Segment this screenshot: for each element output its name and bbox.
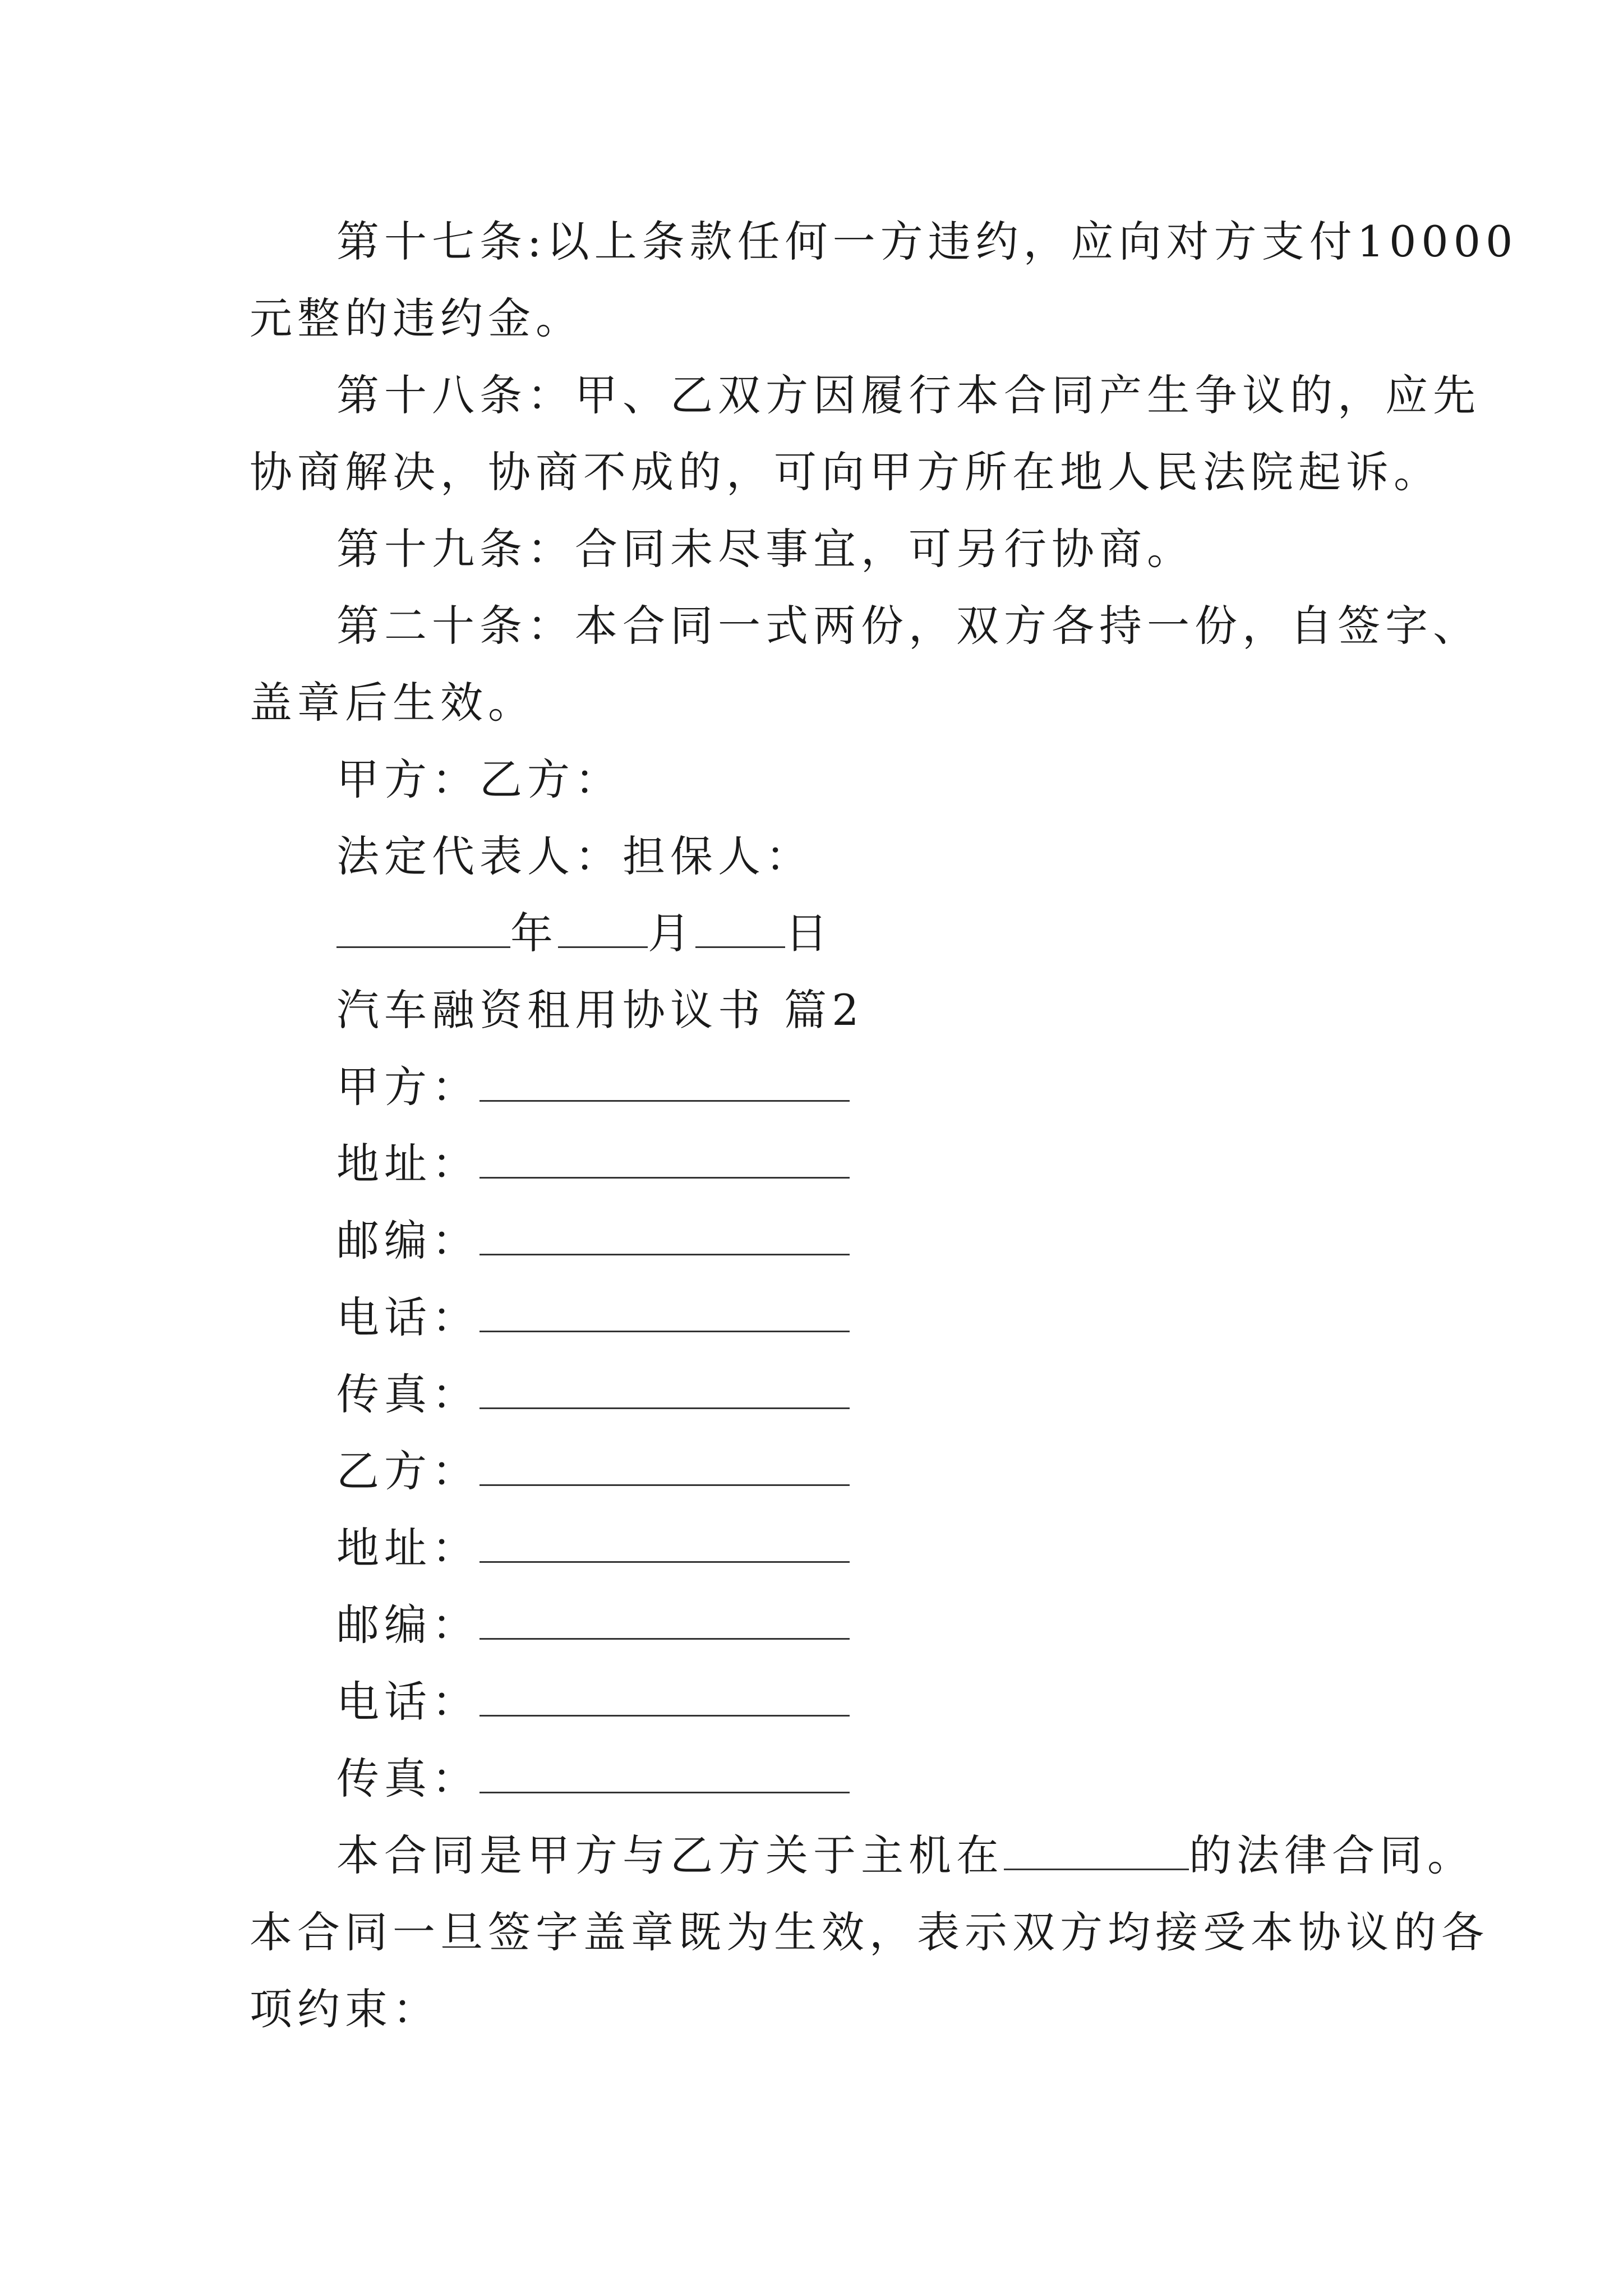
party-a-name-blank[interactable] xyxy=(479,1061,850,1102)
party-a-postcode-label: 邮编： xyxy=(336,1216,479,1266)
day-label: 日 xyxy=(785,908,833,958)
article-18-line-1: 第十八条：甲、乙双方因履行本合同产生争议的，应先 xyxy=(336,370,1481,420)
party-a-fax-label: 传真： xyxy=(336,1369,479,1419)
section-title: 汽车融资租用协议书 篇2 xyxy=(336,985,864,1035)
party-a-postcode-row xyxy=(336,1214,850,1268)
party-b-name-row xyxy=(336,1444,850,1498)
intro-line-1 xyxy=(336,1829,1475,1883)
party-b-name-blank[interactable] xyxy=(479,1445,850,1486)
intro-line-1-before: 本合同是甲方与乙方关于主机在 xyxy=(336,1830,1004,1880)
party-a-name-row xyxy=(336,1060,850,1114)
party-b-postcode-row xyxy=(336,1598,850,1652)
party-a-address-label: 地址： xyxy=(336,1139,479,1189)
party-a-phone-row xyxy=(336,1291,850,1345)
intro-line-1-after: 的法律合同。 xyxy=(1189,1830,1475,1880)
date-line xyxy=(336,907,833,960)
party-b-phone-row xyxy=(336,1675,850,1729)
signature-parties: 甲方：乙方： xyxy=(336,754,623,804)
intro-subject-blank[interactable] xyxy=(1004,1829,1189,1870)
month-label: 月 xyxy=(648,908,695,958)
article-20-line-1: 第二十条：本合同一式两份，双方各持一份，自签字、 xyxy=(336,601,1481,651)
party-a-address-blank[interactable] xyxy=(479,1138,850,1179)
intro-line-3: 项约束： xyxy=(250,1984,440,2034)
article-17-line-2: 元整的违约金。 xyxy=(250,293,583,343)
party-a-fax-row xyxy=(336,1368,850,1421)
party-b-fax-label: 传真： xyxy=(336,1754,479,1803)
article-17-line-1: 第十七条:以上条款任何一方违约，应向对方支付10000 xyxy=(336,217,1518,266)
article-18-line-2: 协商解决，协商不成的，可向甲方所在地人民法院起诉。 xyxy=(250,447,1441,497)
article-19: 第十九条：合同未尽事宜，可另行协商。 xyxy=(336,524,1195,574)
party-b-postcode-blank[interactable] xyxy=(479,1599,850,1640)
party-b-address-blank[interactable] xyxy=(479,1522,850,1563)
party-b-postcode-label: 邮编： xyxy=(336,1600,479,1650)
party-a-address-row xyxy=(336,1137,850,1191)
party-a-phone-label: 电话： xyxy=(336,1292,479,1342)
article-20-line-2: 盖章后生效。 xyxy=(250,678,536,728)
party-b-phone-blank[interactable] xyxy=(479,1676,850,1717)
party-a-fax-blank[interactable] xyxy=(479,1368,850,1409)
year-label: 年 xyxy=(510,908,558,958)
party-b-address-row xyxy=(336,1521,850,1575)
party-b-phone-label: 电话： xyxy=(336,1677,479,1727)
signature-representatives: 法定代表人：担保人： xyxy=(336,831,813,881)
party-b-name-label: 乙方： xyxy=(336,1446,479,1496)
party-b-fax-blank[interactable] xyxy=(479,1752,850,1793)
party-a-phone-blank[interactable] xyxy=(479,1291,850,1332)
party-b-address-label: 地址： xyxy=(336,1523,479,1573)
day-blank[interactable] xyxy=(695,907,785,948)
intro-line-2: 本合同一旦签字盖章既为生效，表示双方均接受本协议的各 xyxy=(250,1907,1489,1957)
party-b-fax-row xyxy=(336,1752,850,1806)
year-blank[interactable] xyxy=(336,907,510,948)
party-a-postcode-blank[interactable] xyxy=(479,1214,850,1255)
party-a-name-label: 甲方： xyxy=(336,1062,479,1112)
month-blank[interactable] xyxy=(558,907,648,948)
